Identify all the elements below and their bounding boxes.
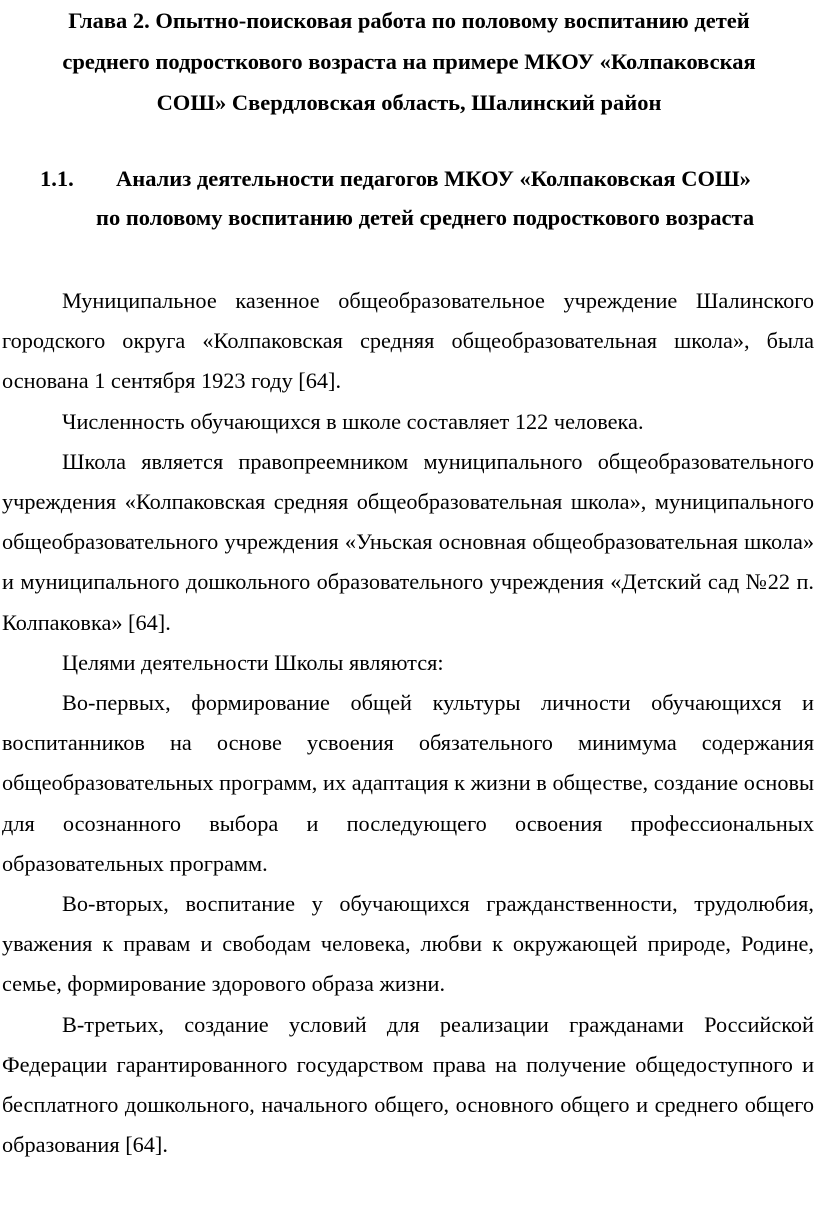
body-text [2,281,814,1165]
section-number: 1.1. [40,166,74,191]
paragraph-succession: Школа является правопреемником муниципального общеобразовательного учреждения «Колпаковская средняя общеобразовательная школа», муниципального общеобразовательного учреждения «Уньская основная общеобразовательная школа» и муниципального дошкольного образовательного учреждения «Детский сад №22 п. Колпаковка» [64]. [2,448,814,635]
section-title-line-1: Анализ деятельности педагогов МКОУ «Колпаковская СОШ» [116,166,751,191]
chapter-title-line-2: среднего подросткового возраста на примере МКОУ «Колпаковская [62,49,756,74]
section-title-line-2: по половому воспитанию детей среднего подросткового возраста [96,205,755,230]
paragraph-goal-first: Во-первых, формирование общей культуры личности обучающихся и воспитанников на основе усвоения обязательного минимума содержания общеобразовательных программ, их адаптация к жизни в обществе, создание основы для осознанного выбора и последующего освоения профессиональных образовательных программ. [2,690,814,876]
paragraph-goal-second: Во-вторых, воспитание у обучающихся гражданственности, трудолюбия, уважения к правам и свободам человека, любви к окружающей природе, Родине, семье, формирование здорового образа жизни. [2,891,814,997]
paragraph-goals-intro: Целями деятельности Школы являются: [62,649,444,675]
paragraph-goal-third: В-третьих, создание условий для реализации гражданами Российской Федерации гарантированного государством права на получение общедоступного и бесплатного дошкольного, начального общего, основного общего и среднего общего образования [64]. [2,1011,814,1158]
chapter-title-line-1: Глава 2. Опытно-поисковая работа по половому воспитанию детей [68,8,750,33]
chapter-title [14,0,804,123]
paragraph-founding: Муниципальное казенное общеобразовательное учреждение Шалинского городского округа «Колпаковская средняя общеобразовательная школа», была основана 1 сентября 1923 году [64]. [2,288,814,394]
chapter-title-line-3: СОШ» Свердловская область, Шалинский район [156,90,662,115]
paragraph-student-count: Численность обучающихся в школе составляет 122 человека. [62,408,644,434]
